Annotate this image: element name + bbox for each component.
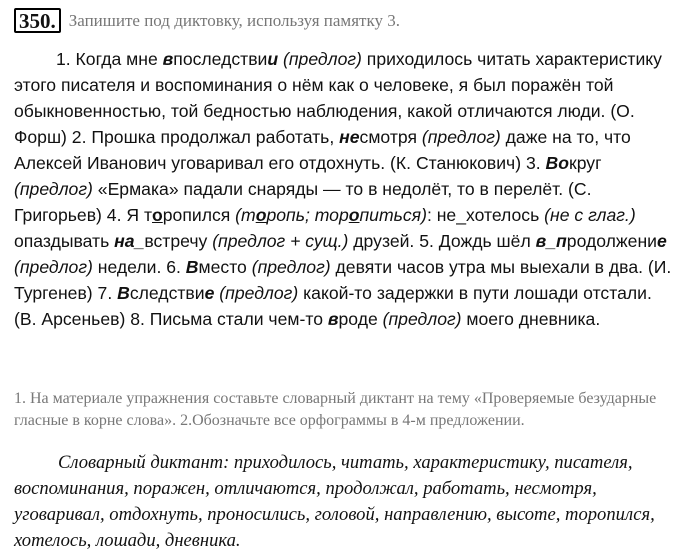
text-segment: место xyxy=(198,257,252,277)
text-segment: (предлог) xyxy=(251,257,331,277)
text-segment: (т xyxy=(235,205,256,225)
text-segment: ропь; тор xyxy=(266,205,349,225)
text-segment: недели. 6. xyxy=(92,257,186,277)
text-segment: на_ xyxy=(114,231,145,251)
text-segment: в xyxy=(327,309,339,329)
text-segment: и xyxy=(267,49,279,69)
text-segment: е xyxy=(204,283,215,303)
text-segment: смотря xyxy=(359,127,422,147)
text-segment: (предлог) xyxy=(421,127,501,147)
text-segment: 1. Когда мне xyxy=(56,49,163,69)
text-segment: питься) xyxy=(359,205,427,225)
text-segment: родолжени xyxy=(566,231,657,251)
text-segment: приходилось читать характеристику этого писателя и воспоминания о нём как о человеке, я был поражён той обыкновенностью, той бедностью наблюдения, какой отличаются люди. (О. Форш) 2. Прошка продолжал работать, xyxy=(14,49,662,147)
text-segment: не xyxy=(339,127,360,147)
text-segment: (предлог) xyxy=(283,49,362,69)
text-segment: моего дневника. xyxy=(461,309,601,329)
text-segment: даже на то, что Алексей Иванович уговаривал его отдохнуть. (К. Станюкович) 3. xyxy=(14,127,631,173)
text-segment: (предлог) xyxy=(219,283,299,303)
text-segment: в xyxy=(162,49,174,69)
exercise-number: 350. xyxy=(14,8,61,33)
text-segment: (не с глаг.) xyxy=(544,205,636,225)
text-segment: (предлог + сущ.) xyxy=(212,231,349,251)
text-segment: опаздывать xyxy=(14,231,115,251)
text-segment: В xyxy=(117,283,130,303)
text-segment: о xyxy=(255,205,267,225)
text-segment: в_п xyxy=(535,231,567,251)
text-segment: какой-то задержки в пути лошади отстали. (В. Арсеньев) 8. Письма стали чем-то xyxy=(14,283,652,329)
text-segment: о xyxy=(348,205,360,225)
text-segment: В xyxy=(185,257,199,277)
text-segment: : не_хотелось xyxy=(426,205,545,225)
text-segment: (предлог) xyxy=(382,309,462,329)
text-segment: (предлог) xyxy=(14,179,93,199)
text-segment: Во xyxy=(545,153,569,173)
text-segment: встречу xyxy=(144,231,213,251)
text-segment: о xyxy=(152,205,163,225)
exercise-header xyxy=(14,8,400,33)
task-text: 1. На материале упражнения составьте словарный диктант на тему «Проверяемые безударные гласные в корне слова». 2.Обозначьте все орфограммы в 4-м предложении. xyxy=(14,390,657,429)
text-segment: роде xyxy=(338,309,383,329)
text-segment: ропился xyxy=(162,205,236,225)
text-segment: (предлог) xyxy=(14,257,93,277)
text-segment: «Ермака» падали снаряды — то в недолёт, то в перелёт. (С. Григорьев) 4. Я т xyxy=(14,179,592,225)
text-segment: круг xyxy=(569,153,602,173)
text-segment: друзей. 5. Дождь шёл xyxy=(348,231,536,251)
vocabulary-dictation: Словарный диктант: приходилось, читать, характеристику, писателя, воспоминания, поражен, отличаются, продолжал, работать, несмотря, уговаривал, отдохнуть, проносились, головой, направлению, высоте, торопился, хотелось, лошади, дневника. xyxy=(14,452,655,551)
text-segment: девяти часов утра мы выехали в два. (И. Тургенев) 7. xyxy=(14,257,672,303)
dictation-text xyxy=(14,46,676,332)
exercise-instruction: Запишите под диктовку, используя памятку 3. xyxy=(68,10,400,30)
text-segment: следстви xyxy=(129,283,205,303)
text-segment: последстви xyxy=(173,49,268,69)
text-segment: е xyxy=(657,231,667,251)
